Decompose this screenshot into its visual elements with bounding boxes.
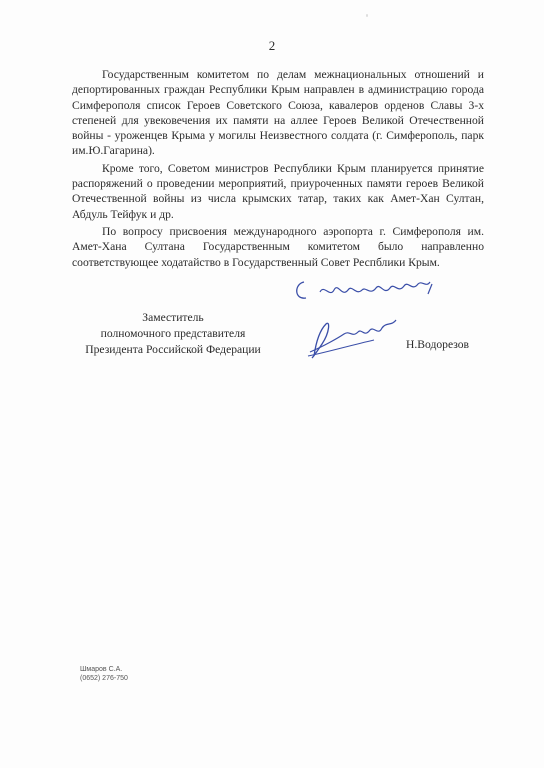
page-number: 2: [268, 38, 276, 53]
executor-name: Шмаров С.А.: [80, 666, 123, 673]
body-paragraph-3: По вопросу присвоения международного аэропорта г. Симферополя им. Амет-Хана Султана Государственным комитетом было направленно соответствующее ходатайство в Государственный Совет Респблики Крым.: [72, 224, 484, 269]
letter-body: [72, 67, 484, 272]
executor-footer: [80, 665, 128, 683]
executor-phone: (0652) 276-750: [80, 675, 128, 682]
signatory-name: Н.Водорезов: [406, 338, 470, 351]
body-paragraph-2: Кроме того, Советом министров Республики Крым планируется принятие распоряжений о проведении мероприятий, приуроченных памяти героев Великой Отечественной войны из числа крымских татар, таких как Амет-Хан Султан, Абдуль Тейфук и др.: [72, 161, 484, 221]
handwritten-signature: [304, 316, 400, 362]
handwritten-note: [290, 272, 450, 312]
signatory-title: [58, 310, 288, 358]
signatory-title-line-3: Президента Российской Федерации: [85, 343, 261, 356]
body-paragraph-1: Государственным комитетом по делам межнациональных отношений и депортированных граждан Республики Крым направлен в администрацию города Симферополя список Героев Советского Союза, кавалеров орденов Славы 3-х степеней для увековечения их памяти на аллее Героев Великой Отечественной войны - уроженцев Крыма у могилы Неизвестного солдата (г. Симферополь, парк им.Ю.Гагарина).: [72, 68, 484, 158]
scan-speck: [366, 14, 368, 17]
signatory-title-line-2: полномочного представителя: [100, 327, 246, 340]
signatory-title-line-1: Заместитель: [142, 311, 204, 324]
